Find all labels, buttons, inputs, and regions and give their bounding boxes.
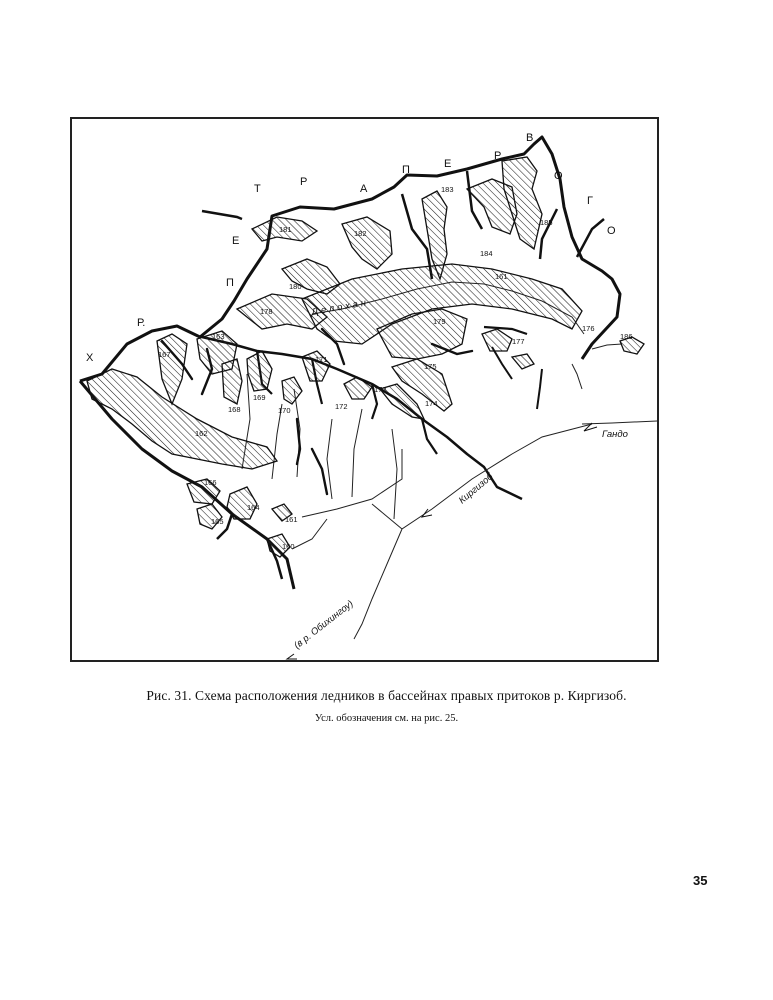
ridge-letter: Х [86, 352, 94, 364]
glacier-167 [157, 334, 187, 404]
river-branch [372, 504, 402, 529]
glacier-168 [222, 359, 242, 404]
ridge-letter: А [360, 183, 368, 195]
glacier-number: 183 [441, 185, 454, 194]
divide-ridge [537, 369, 542, 409]
river-label-deloxan: Делохан [310, 297, 370, 318]
glacier-number: 175 [424, 362, 437, 371]
figure-caption: Рис. 31. Схема расположения ледников в бассейнах правых притоков р. Киргизоб. [146, 688, 627, 703]
ridge-letter: Р. [137, 317, 146, 329]
spur-ridge [577, 219, 604, 257]
ridge-letter: Е [232, 235, 240, 247]
glacier-176 [512, 354, 534, 369]
glacier-170 [282, 377, 302, 404]
ridge-letter: Р [300, 176, 308, 188]
glacier-number: 173 [374, 385, 387, 394]
flow-arrow [287, 654, 297, 659]
glacier-number: 176 [582, 324, 595, 333]
river-branch [272, 404, 282, 479]
glacier-number: 180 [289, 282, 302, 291]
spur-ridge [540, 209, 557, 259]
ridge-letter: Т [254, 183, 261, 195]
river-label-gando: Гандо [602, 429, 628, 440]
glacier-number: 166 [204, 478, 217, 487]
glacier-173 [344, 377, 372, 399]
river-label-obikhingou: (в р. Обихингоу) [292, 598, 356, 652]
ridge-letter: О [607, 225, 616, 237]
glacier-number: 177 [512, 337, 525, 346]
glacier-number: 179 [433, 317, 446, 326]
river-branch [352, 409, 362, 497]
river-label-kirgizob: Киргизоб [456, 471, 496, 507]
glacier-number: 162 [195, 429, 208, 438]
glacier-map [70, 117, 659, 662]
glacier-number: 169 [253, 393, 266, 402]
river-branch [572, 364, 582, 389]
glacier-number: 181 [279, 225, 292, 234]
map-drawing [72, 119, 657, 660]
ridge-letter: Е [444, 158, 452, 170]
glacier-number: 170 [278, 406, 291, 415]
ridge-letter: Р [494, 150, 502, 162]
glacier-number: 161 [495, 272, 508, 281]
river-kirgizob [354, 424, 592, 639]
glacier-162 [87, 369, 277, 469]
glacier-number: 161 [285, 515, 298, 524]
glacier-169 [247, 351, 272, 391]
glacier-number: 185 [540, 218, 553, 227]
glacier-number: 171 [315, 355, 328, 364]
spur-ridge [202, 211, 242, 219]
ridge-letter: В [526, 132, 534, 144]
glacier-number: 172 [335, 402, 348, 411]
ridge-letter: Г [587, 195, 593, 207]
glacier-number: 167 [158, 350, 171, 359]
divide-ridge [492, 347, 512, 379]
glacier-number: 168 [228, 405, 241, 414]
glacier-number: 184 [480, 249, 493, 258]
ridge-letter: О [554, 170, 563, 182]
glacier-number: 178 [260, 307, 273, 316]
ridge-letter: П [226, 277, 234, 289]
glacier-185 [502, 157, 542, 249]
glacier-182 [342, 217, 392, 269]
glacier-number: 163 [212, 332, 225, 341]
glacier-number: 186 [620, 332, 633, 341]
figure-note: Усл. обозначения см. на рис. 25. [314, 713, 459, 724]
glacier-number: 164 [247, 503, 260, 512]
river-gando [582, 421, 657, 424]
river-branch [392, 429, 397, 519]
river-branch [592, 344, 622, 349]
glacier-number: 160 [282, 542, 295, 551]
glacier-number: 165 [211, 517, 224, 526]
page-number: 35 [693, 873, 708, 888]
river-branch [327, 419, 332, 499]
glacier-number: 182 [354, 229, 367, 238]
glacier-177 [482, 329, 512, 351]
glacier-number: 174 [425, 399, 438, 408]
ridge-letter: П [402, 164, 410, 176]
